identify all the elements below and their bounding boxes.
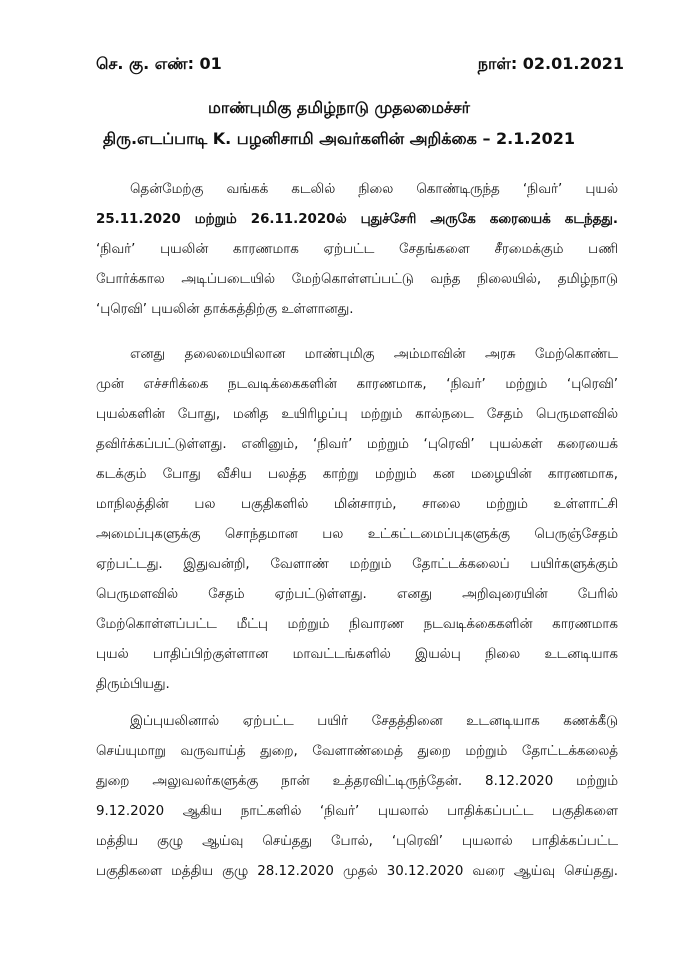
paragraph-line: இப்புயலினால் ஏற்பட்ட பயிர் சேதத்தினை உடனடியாக கணக்கீடு: [130, 714, 618, 729]
document-meta-row: [96, 54, 624, 78]
paragraph-line: பெருமளவில் சேதம் ஏற்பட்டுள்ளது. எனது அறிவுரையின் பேரில்: [96, 587, 618, 602]
paragraph-line: தவிர்க்கப்பட்டுள்ளது. எனினும், ‘நிவர்’ மற்றும் ‘புரெவி’ புயல்கள் கரையைக்: [96, 437, 618, 452]
document-date: நாள்: 02.01.2021: [477, 54, 624, 73]
document-title-line-2: திரு.எடப்பாடி K. பழனிசாமி அவர்களின் அறிக்கை – 2.1.2021: [103, 129, 575, 148]
reference-number: செ. கு. எண்: 01: [96, 54, 222, 73]
paragraph-line: பகுதிகளை மத்திய குழு 28.12.2020 முதல் 30.12.2020 வரை ஆய்வு செய்தது.: [96, 864, 618, 879]
paragraph-line: எனது தலைமையிலான மாண்புமிகு அம்மாவின் அரசு மேற்கொண்ட: [130, 347, 618, 362]
paragraph-line: கடக்கும் போது வீசிய பலத்த காற்று மற்றும் கன மழையின் காரணமாக,: [96, 467, 618, 482]
paragraph-line: திரும்பியது.: [96, 677, 170, 692]
paragraph-line: 25.11.2020 மற்றும் 26.11.2020ல் புதுச்சேரி அருகே கரையைக் கடந்தது.: [96, 212, 618, 227]
paragraph-line: ‘புரெவி’ புயலின் தாக்கத்திற்கு உள்ளானது.: [96, 302, 354, 317]
paragraph-1: [96, 175, 618, 325]
paragraph-line: ‘நிவர்’ புயலின் காரணமாக ஏற்பட்ட சேதங்களை சீரமைக்கும் பணி: [96, 242, 618, 257]
paragraph-line: புயல் பாதிப்பிற்குள்ளான மாவட்டங்களில் இயல்பு நிலை உடனடியாக: [96, 647, 618, 662]
paragraph-line: மாநிலத்தின் பல பகுதிகளில் மின்சாரம், சாலை மற்றும் உள்ளாட்சி: [96, 497, 618, 512]
document-title-line-1: மாண்புமிகு தமிழ்நாடு முதலமைச்சர்: [207, 98, 471, 117]
paragraph-line: அமைப்புகளுக்கு சொந்தமான பல உட்கட்டமைப்புகளுக்கு பெருஞ்சேதம்: [96, 527, 618, 542]
paragraph-line: மத்திய குழு ஆய்வு செய்தது போல், ‘புரெவி’ புயலால் பாதிக்கப்பட்ட: [96, 834, 618, 849]
paragraph-line: மேற்கொள்ளப்பட்ட மீட்பு மற்றும் நிவாரண நடவடிக்கைகளின் காரணமாக: [96, 617, 618, 632]
paragraph-line: புயல்களின் போது, மனித உயிரிழப்பு மற்றும் கால்நடை சேதம் பெருமளவில்: [96, 407, 618, 422]
paragraph-line: போர்க்கால அடிப்படையில் மேற்கொள்ளப்பட்டு வந்த நிலையில், தமிழ்நாடு: [96, 272, 618, 287]
paragraph-2: [96, 340, 618, 700]
paragraph-line: தென்மேற்கு வங்கக் கடலில் நிலை கொண்டிருந்த ‘நிவர்’ புயல்: [130, 182, 618, 197]
paragraph-3: [96, 707, 618, 887]
paragraph-line: ஏற்பட்டது. இதுவன்றி, வேளாண் மற்றும் தோட்டக்கலைப் பயிர்களுக்கும்: [96, 557, 618, 572]
paragraph-line: முன் எச்சரிக்கை நடவடிக்கைகளின் காரணமாக, ‘நிவர்’ மற்றும் ‘புரெவி’: [96, 377, 618, 392]
paragraph-line: செய்யுமாறு வருவாய்த் துறை, வேளாண்மைத் துறை மற்றும் தோட்டக்கலைத்: [96, 744, 618, 759]
paragraph-line: துறை அலுவலர்களுக்கு நான் உத்தரவிட்டிருந்தேன். 8.12.2020 மற்றும்: [96, 774, 618, 789]
paragraph-line: 9.12.2020 ஆகிய நாட்களில் ‘நிவர்’ புயலால் பாதிக்கப்பட்ட பகுதிகளை: [96, 804, 618, 819]
